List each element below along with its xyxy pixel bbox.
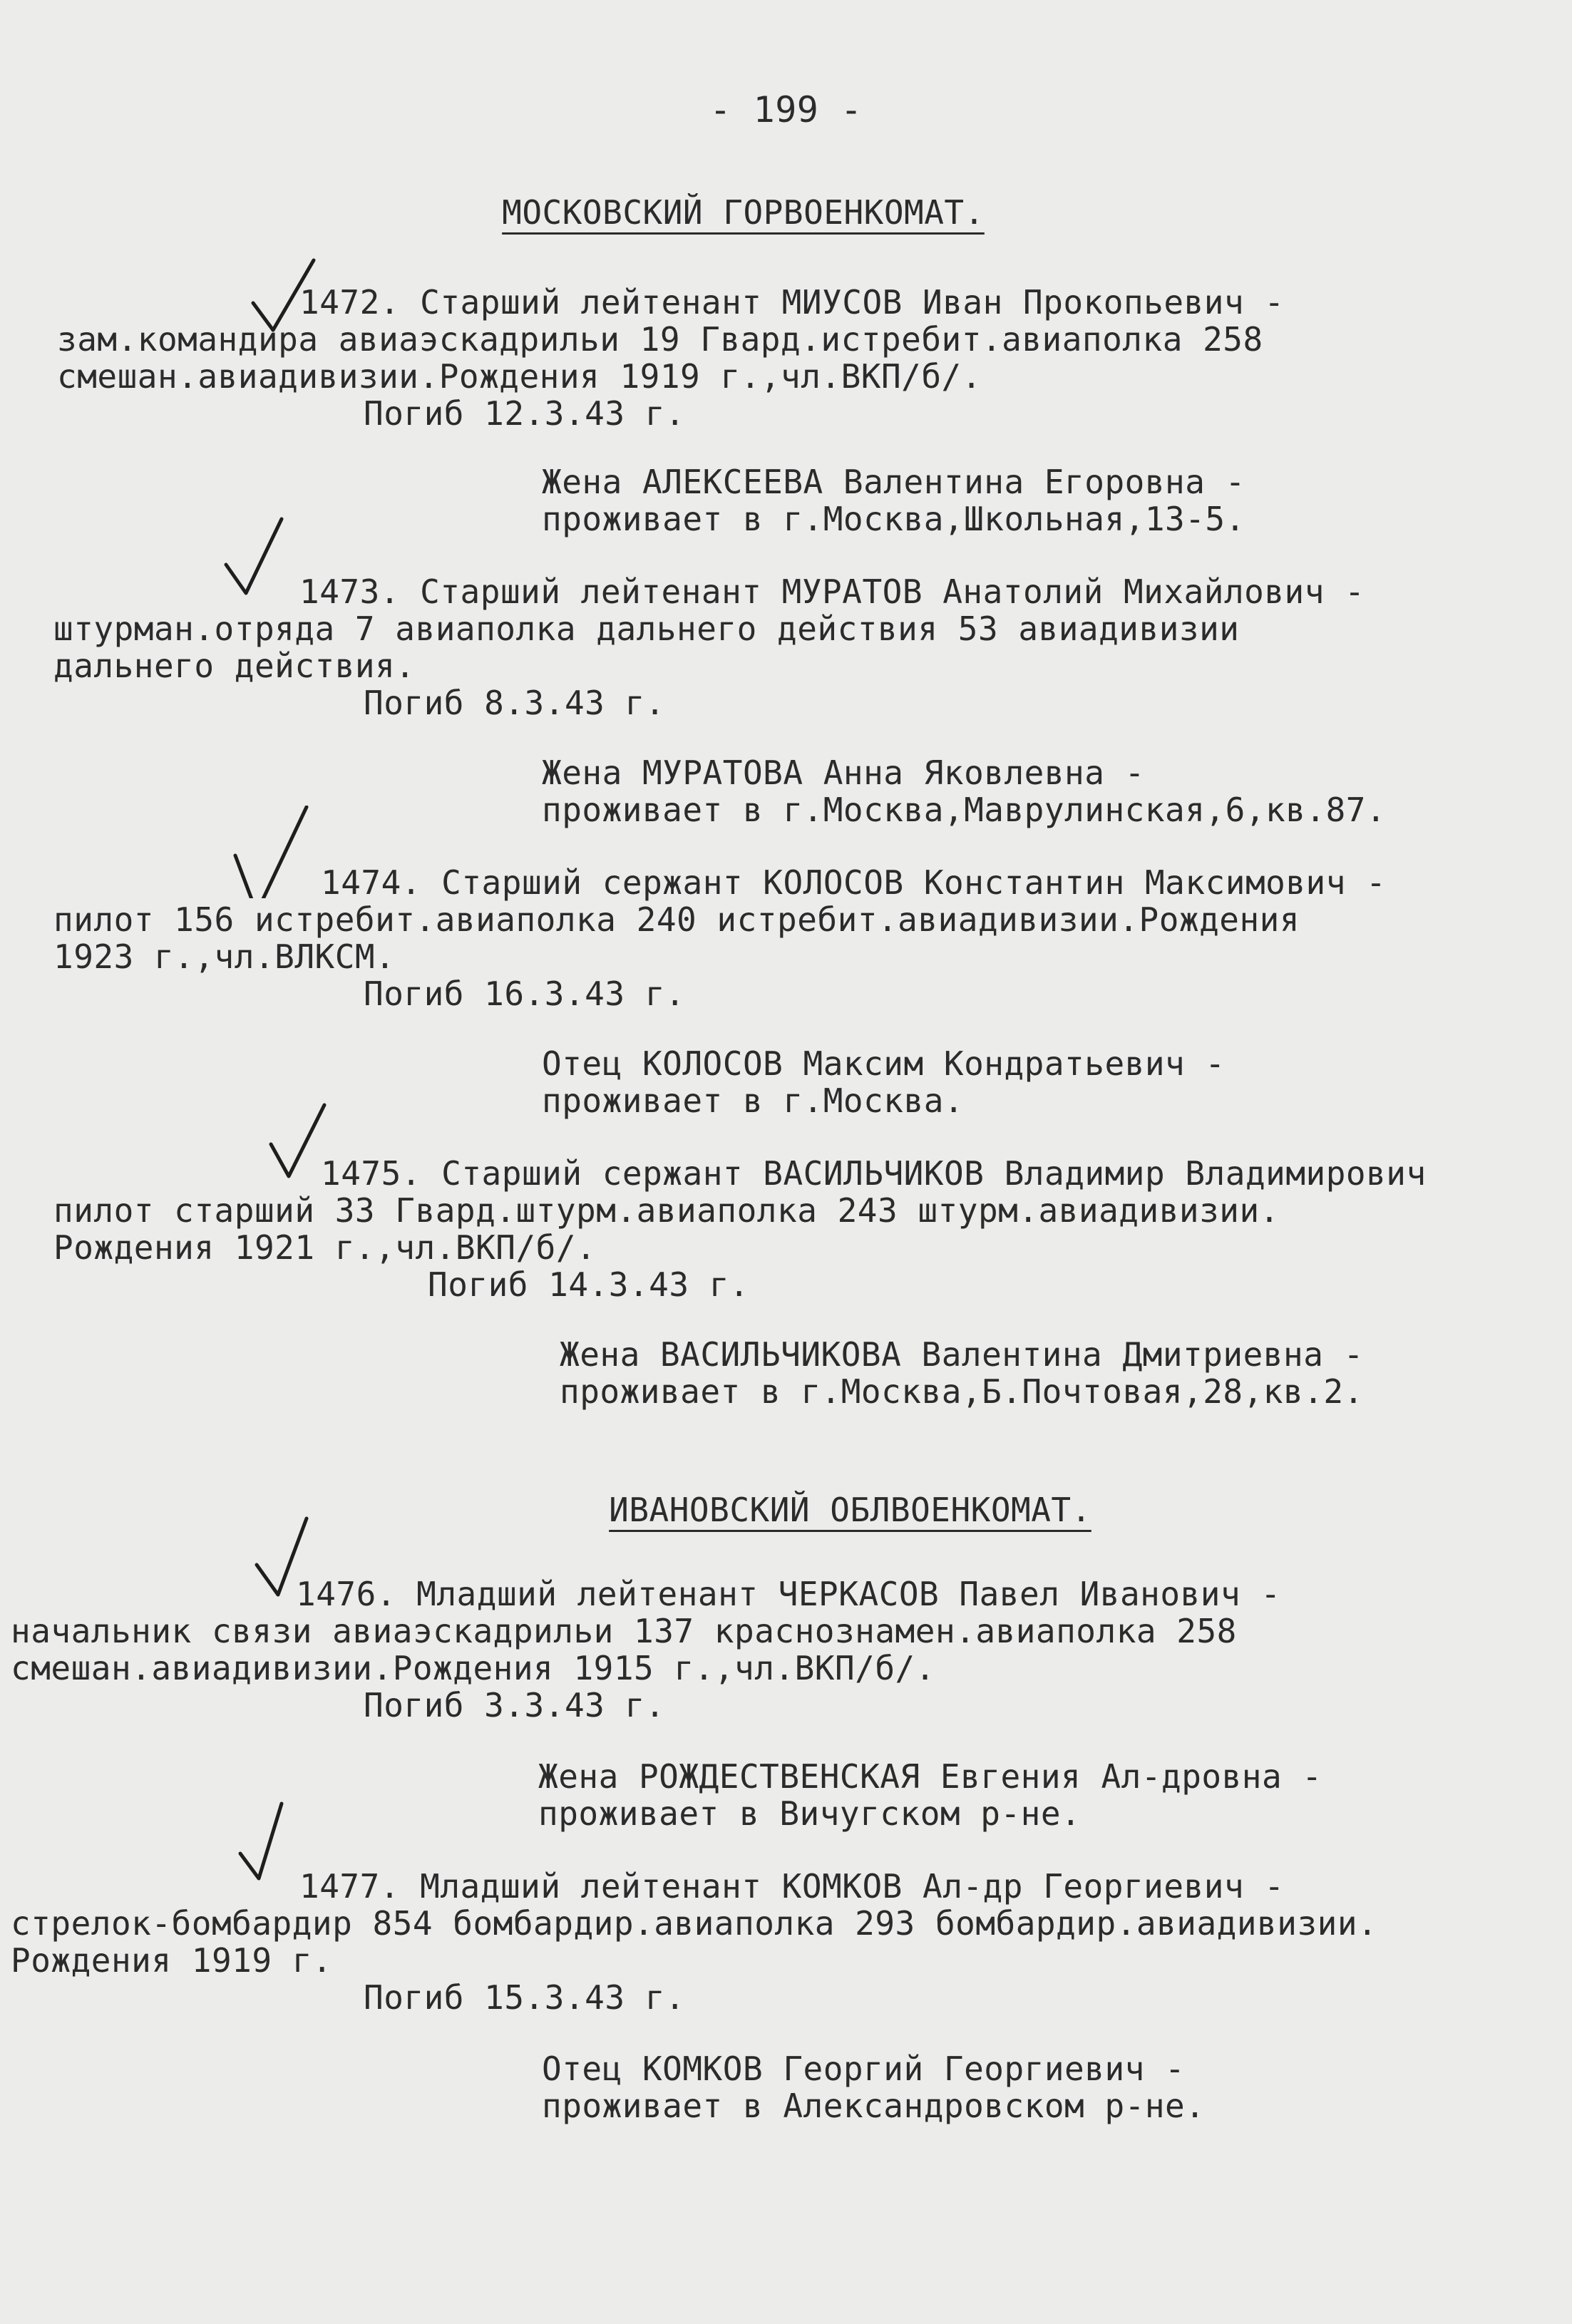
death-date: Погиб 15.3.43 г.	[364, 1978, 686, 2017]
relative-line: Отец КОМКОВ Георгий Георгиевич -	[542, 2050, 1186, 2088]
entry-line: пилот старший 33 Гвард.штурм.авиаполка 243 штурм.авиадивизии.	[53, 1191, 1280, 1230]
entry-line: 1475. Старший сержант ВАСИЛЬЧИКОВ Владимир Владимирович	[321, 1154, 1427, 1193]
relative-line: проживает в г.Москва,Б.Почтовая,28,кв.2.	[560, 1372, 1364, 1411]
entry-line: начальник связи авиаэскадрильи 137 краснознамен.авиаполка 258	[11, 1612, 1237, 1650]
death-date: Погиб 16.3.43 г.	[364, 975, 686, 1013]
section-heading-ivanovo: ИВАНОВСКИЙ ОБЛВОЕНКОМАТ.	[609, 1491, 1091, 1529]
entry-line: дальнего действия.	[53, 647, 416, 685]
entry-line: Рождения 1921 г.,чл.ВКП/б/.	[53, 1228, 597, 1267]
relative-line: проживает в г.Москва,Маврулинская,6,кв.87.	[542, 791, 1387, 829]
entry-line: 1473. Старший лейтенант МУРАТОВ Анатолий Михайлович -	[299, 572, 1365, 611]
relative-line: Отец КОЛОСОВ Максим Кондратьевич -	[542, 1044, 1226, 1083]
entry-line: 1477. Младший лейтенант КОМКОВ Ал-др Георгиевич -	[299, 1867, 1285, 1906]
relative-line: проживает в г.Москва,Школьная,13-5.	[542, 500, 1245, 538]
relative-line: Жена РОЖДЕСТВЕНСКАЯ Евгения Ал-дровна -	[538, 1757, 1322, 1796]
entry-line: 1474. Старший сержант КОЛОСОВ Константин Максимович -	[321, 863, 1387, 902]
checkmark-icon	[217, 513, 303, 606]
checkmark-icon	[228, 806, 314, 898]
relative-line: проживает в г.Москва.	[542, 1081, 965, 1120]
entry-line: смешан.авиадивизии.Рождения 1919 г.,чл.ВКП/б/.	[57, 357, 982, 396]
relative-line: Жена МУРАТОВА Анна Яковлевна -	[542, 754, 1145, 792]
entry-line: штурман.отряда 7 авиаполка дальнего действия 53 авиадивизии	[53, 610, 1240, 648]
entry-line: 1923 г.,чл.ВЛКСМ.	[53, 937, 396, 976]
relative-line: Жена АЛЕКСЕЕВА Валентина Егоровна -	[542, 463, 1245, 501]
entry-line: стрелок-бомбардир 854 бомбардир.авиаполка 293 бомбардир.авиадивизии.	[11, 1904, 1378, 1943]
entry-line: зам.командира авиаэскадрильи 19 Гвард.истребит.авиаполка 258	[57, 320, 1263, 359]
entry-line: 1476. Младший лейтенант ЧЕРКАСОВ Павел Иванович -	[296, 1575, 1281, 1613]
death-date: Погиб 14.3.43 г.	[428, 1265, 750, 1304]
entry-line: Рождения 1919 г.	[11, 1941, 333, 1980]
death-date: Погиб 12.3.43 г.	[364, 394, 686, 433]
section-heading-moscow: МОСКОВСКИЙ ГОРВОЕНКОМАТ.	[502, 193, 985, 232]
death-date: Погиб 3.3.43 г.	[364, 1686, 665, 1724]
relative-line: проживает в Вичугском р-не.	[538, 1794, 1082, 1833]
relative-line: проживает в Александровском р-не.	[542, 2087, 1206, 2125]
page-number: - 199 -	[709, 89, 863, 130]
entry-line: 1472. Старший лейтенант МИУСОВ Иван Прокопьевич -	[299, 283, 1285, 322]
death-date: Погиб 8.3.43 г.	[364, 684, 665, 722]
relative-line: Жена ВАСИЛЬЧИКОВА Валентина Дмитриевна -	[560, 1335, 1364, 1374]
entry-line: смешан.авиадивизии.Рождения 1915 г.,чл.ВКП/б/.	[11, 1649, 935, 1687]
entry-line: пилот 156 истребит.авиаполка 240 истребит.авиадивизии.Рождения	[53, 900, 1300, 939]
